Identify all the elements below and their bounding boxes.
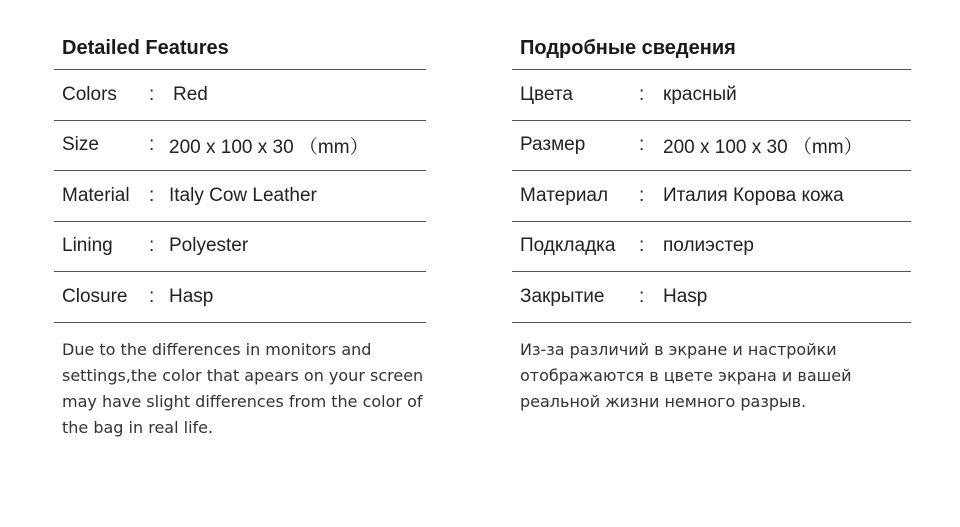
feature-value: красный [663,83,737,105]
features-title: Detailed Features [54,0,426,70]
feature-row-colors [512,70,911,121]
feature-label: Closure [62,285,128,307]
feature-label: Размер [520,134,586,156]
feature-value: Italy Cow Leather [169,184,317,206]
feature-value: полиэстер [663,235,754,257]
feature-colon: : [149,134,155,156]
feature-row-size [512,121,911,172]
feature-colon: : [149,235,155,257]
features-panel-english [54,0,426,441]
feature-value: Италия Корова кожа [663,184,844,206]
feature-value: 200 x 100 x 30 （mm） [169,136,369,158]
feature-colon: : [149,184,155,206]
feature-value: Red [173,83,208,105]
feature-row-lining [54,222,426,273]
feature-label: Colors [62,83,117,105]
color-disclaimer-note: Из-за различий в экране и настройки отображаются в цвете экрана и вашей реальной жизни немного разрыв. [520,339,852,411]
feature-label: Цвета [520,83,573,105]
feature-colon: : [639,184,645,206]
feature-colon: : [149,83,155,105]
feature-row-closure [512,272,911,323]
feature-colon: : [639,285,645,307]
feature-colon: : [639,83,645,105]
features-title: Подробные сведения [512,0,911,70]
feature-row-size [54,121,426,172]
feature-colon: : [639,235,645,257]
feature-label: Подкладка [520,235,616,257]
feature-label: Lining [62,235,113,257]
feature-row-lining [512,222,911,273]
feature-row-material [54,171,426,222]
feature-value: Polyester [169,235,249,257]
feature-value: 200 x 100 x 30 （mm） [663,136,863,158]
feature-label: Size [62,134,99,156]
feature-value: Hasp [169,285,214,307]
feature-colon: : [639,134,645,156]
features-panel-russian [512,0,911,415]
feature-row-closure [54,272,426,323]
feature-row-colors [54,70,426,121]
feature-row-material [512,171,911,222]
feature-value: Hasp [663,285,708,307]
color-disclaimer-note: Due to the differences in monitors and settings,the color that apears on your screen may have slight differences from the color of the bag in real life. [62,339,424,437]
feature-colon: : [149,285,155,307]
feature-label: Закрытие [520,285,605,307]
feature-label: Материал [520,184,609,206]
feature-label: Material [62,184,130,206]
